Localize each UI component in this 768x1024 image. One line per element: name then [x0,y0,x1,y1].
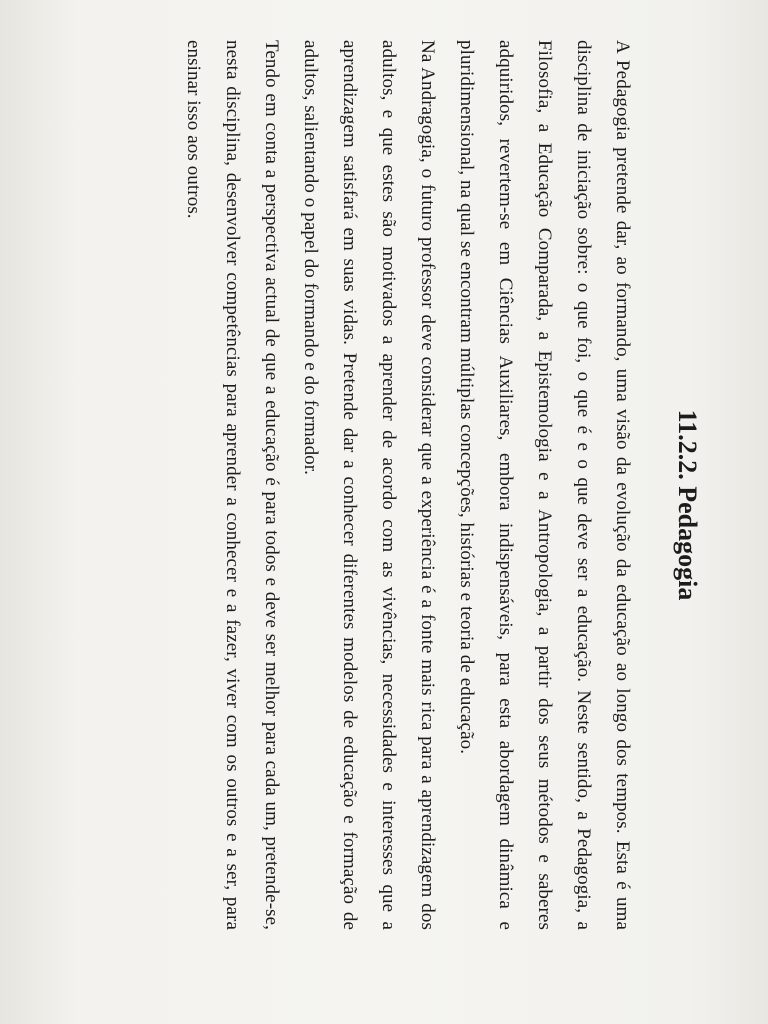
paragraph-andragogia: Na Andragogia, o futuro professor deve considerar que a experiência é a fonte mais rica para a aprendizagem dos adultos, e que estes são motivados a aprender de acordo com as vivências, necessidades e interesses que a aprendizagem satisfará em suas vidas. Pretende dar a conhecer diferentes modelos de educação e formação de adultos, salientando o papel do formando e do formador. [300,40,438,930]
section-heading: 11.2.2. Pedagogia [673,409,702,601]
document-content [174,40,702,930]
paragraph-perspectiva: Tendo em conta a perspectiva actual de que a educação é para todos e deve ser melhor para cada um, pretende-se, nesta disciplina, desenvolver competências para aprender a conhecer e a fazer, viver com os outros e a ser, para ensinar isso aos outros. [183,40,282,930]
paragraph-pedagogia: A Pedagogia pretende dar, ao formando, uma visão da evolução da educação ao longo dos tempos. Esta é uma disciplina de iniciação sobre: o que foi, o que é e o que deve ser a educação. Neste sentido, a Pedagogia, a Filosofia, a Educação Comparada, a Epistemologia e a Antropologia, a partir dos seus métodos e saberes adquiridos, revertem-se em Ciências Auxiliares, embora indispensáveis, para esta abordagem dinâmica e pluridimensional, na qual se encontram múltiplas concepções, histórias e teoria de educação. [456,40,633,930]
